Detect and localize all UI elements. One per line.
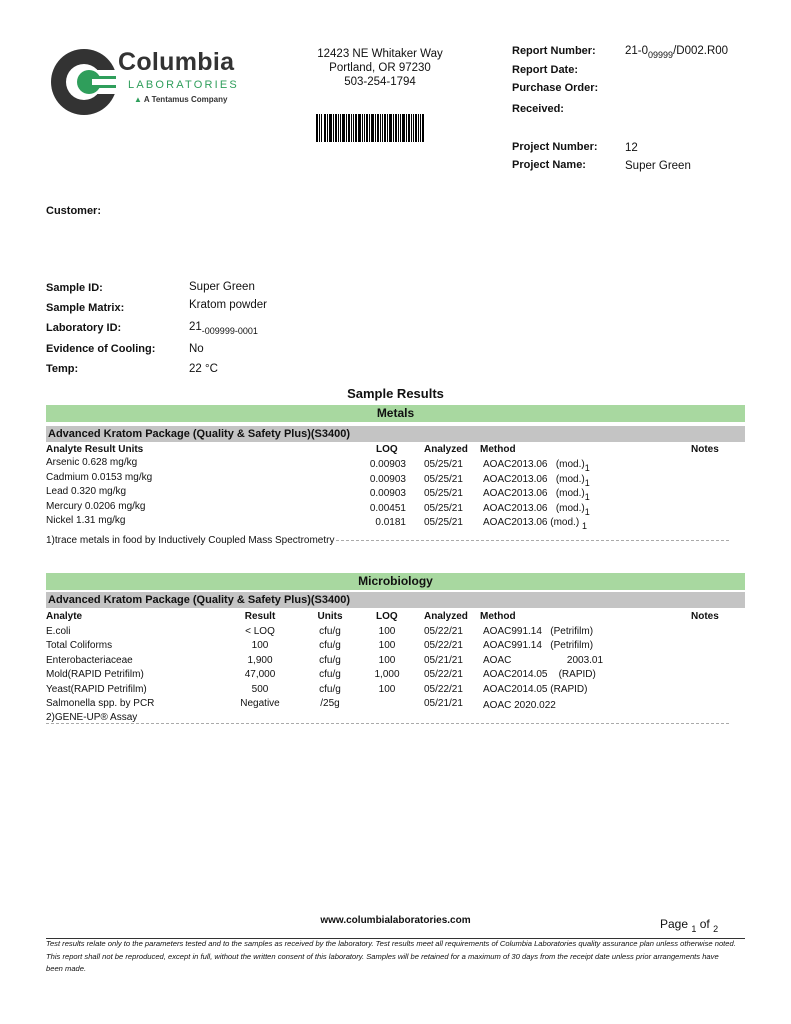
micro-analyzed: 05/21/21 — [424, 655, 463, 666]
project-number: 12 — [625, 142, 638, 154]
micro-units: /25g — [320, 698, 340, 709]
metals-col-method: Method — [480, 444, 516, 455]
sample-matrix: Kratom powder — [189, 299, 267, 311]
micro-method: AOAC 2003.01 — [483, 655, 604, 666]
report-number: $21-0_{09999}/D002.R00$ — [625, 45, 729, 60]
micro-analyzed: 05/22/21 — [424, 684, 463, 695]
micro-package-bar: Advanced Kratom Package (Quality & Safety Plus)(S3400) — [46, 592, 745, 608]
micro-units: cfu/g — [319, 669, 341, 680]
micro-units: cfu/g — [319, 626, 341, 637]
micro-result: 500 — [251, 684, 269, 695]
company-tagline: ▲ A Tentamus Company — [134, 95, 228, 104]
metals-method: AOAC2013.06 (mod.)1 — [483, 488, 590, 502]
metals-method: AOAC2013.06 (mod.) 1 — [483, 517, 587, 531]
micro-analyte: Enterobacteriaceae — [46, 655, 133, 666]
micro-analyte: Total Coliforms — [46, 640, 113, 651]
micro-method: AOAC991.14 (Petrifilm) — [483, 626, 594, 637]
micro-col-analyte: Analyte — [46, 611, 83, 622]
micro-loq: 100 — [378, 684, 396, 695]
logo-mark-icon — [48, 46, 120, 118]
metals-method: AOAC2013.06 (mod.)1 — [483, 474, 590, 488]
metals-analyzed: 05/25/21 — [424, 474, 463, 485]
metals-loq: 0.00903 — [369, 488, 406, 499]
address-line-1: 12423 NE Whitaker Way — [317, 48, 443, 60]
barcode-image — [316, 114, 424, 142]
metals-loq: 0.00451 — [369, 503, 406, 514]
project-number-label: Project Number: — [512, 141, 598, 153]
report-number-label: Report Number: — [512, 45, 596, 57]
cooling-label: Evidence of Cooling: — [46, 343, 156, 355]
metals-col-analyzed: Analyzed — [424, 444, 468, 455]
micro-result: 1,900 — [247, 655, 273, 666]
company-logo — [48, 44, 258, 120]
sample-id-label: Sample ID: — [46, 282, 103, 294]
metals-analyte: Cadmium 0.0153 mg/kg — [46, 472, 153, 483]
metals-analyzed: 05/25/21 — [424, 488, 463, 499]
micro-result: 100 — [251, 640, 269, 651]
micro-loq: 1,000 — [374, 669, 400, 680]
micro-analyte: Yeast(RAPID Petrifilm) — [46, 684, 147, 695]
micro-col-units: Units — [317, 611, 343, 622]
micro-analyzed: 05/22/21 — [424, 640, 463, 651]
metals-analyte: Lead 0.320 mg/kg — [46, 486, 127, 497]
micro-method: AOAC 2020.022 — [483, 700, 556, 711]
project-name: Super Green — [625, 160, 691, 172]
micro-method: AOAC2014.05 (RAPID) — [483, 684, 588, 695]
customer-label: Customer: — [46, 205, 102, 217]
micro-col-loq: LOQ — [376, 611, 398, 622]
micro-result: 47,000 — [244, 669, 276, 680]
received-label: Received: — [512, 103, 564, 115]
purchase-order-label: Purchase Order: — [512, 82, 599, 94]
metals-loq: 0.0181 — [375, 517, 406, 528]
micro-units: cfu/g — [319, 655, 341, 666]
cooling-value: No — [189, 343, 204, 355]
results-title: Sample Results — [347, 386, 444, 401]
metals-analyte: Arsenic 0.628 mg/kg — [46, 457, 138, 468]
metals-section-bar: Metals — [46, 405, 745, 422]
micro-col-analyzed: Analyzed — [424, 611, 468, 622]
temp-label: Temp: — [46, 363, 79, 375]
micro-units: cfu/g — [319, 640, 341, 651]
sample-id: Super Green — [189, 281, 255, 293]
sample-matrix-label: Sample Matrix: — [46, 302, 125, 314]
micro-result: < LOQ — [245, 626, 275, 637]
address-line-2: Portland, OR 97230 — [329, 62, 431, 74]
phone-number: 503-254-1794 — [344, 76, 416, 88]
micro-loq: 100 — [378, 640, 396, 651]
page-indicator: Page $_1$ of $_2$ — [660, 917, 719, 934]
lab-id: $21_{-009999-0001}$ — [189, 321, 258, 336]
tentamus-icon: ▲ — [134, 95, 142, 104]
micro-analyzed: 05/21/21 — [424, 698, 463, 709]
website-link[interactable]: www.columbialaboratories.com — [320, 915, 471, 926]
micro-col-method: Method — [480, 611, 516, 622]
temp-value: 22 °C — [189, 363, 218, 375]
micro-col-result: Result — [244, 611, 276, 622]
metals-analyzed: 05/25/21 — [424, 459, 463, 470]
micro-method: AOAC2014.05 (RAPID) — [483, 669, 596, 680]
micro-col-notes: Notes — [691, 611, 719, 622]
micro-analyte: Salmonella spp. by PCR — [46, 698, 155, 709]
metals-analyzed: 05/25/21 — [424, 503, 463, 514]
report-date-label: Report Date: — [512, 64, 579, 76]
metals-analyte: Nickel 1.31 mg/kg — [46, 515, 126, 526]
lab-id-label: Laboratory ID: — [46, 322, 122, 334]
micro-result: Negative — [240, 698, 280, 709]
micro-footnote-divider — [46, 723, 729, 724]
micro-analyte: Mold(RAPID Petrifilm) — [46, 669, 144, 680]
metals-package-bar: Advanced Kratom Package (Quality & Safety Plus)(S3400) — [46, 426, 745, 442]
metals-loq: 0.00903 — [369, 459, 406, 470]
micro-units: cfu/g — [319, 684, 341, 695]
micro-analyte: E.coli — [46, 626, 71, 637]
metals-footnote: 1)trace metals in food by Inductively Coupled Mass Spectrometry — [46, 535, 335, 546]
metals-col-notes: Notes — [691, 444, 719, 455]
project-name-label: Project Name: — [512, 159, 586, 171]
company-subtitle: LABORATORIES — [128, 79, 239, 91]
metals-analyzed: 05/25/21 — [424, 517, 463, 528]
metals-loq: 0.00903 — [369, 474, 406, 485]
company-name: Columbia — [118, 48, 235, 76]
micro-analyzed: 05/22/21 — [424, 626, 463, 637]
micro-method: AOAC991.14 (Petrifilm) — [483, 640, 594, 651]
disclaimer: Test results relate only to the parameters tested and to the samples as received by the laboratory. Test results meet all requirements of Columbia Laboratories quality assurance plan unless otherwise noted. This report shall not be reproduced, except in full, without the written consent of this laboratory. Samples will be retained for a maximum of 30 days from the receipt date unless prior arrangements have been made. — [46, 939, 736, 973]
metals-method: AOAC2013.06 (mod.)1 — [483, 503, 590, 517]
lab-address — [300, 47, 460, 89]
micro-loq: 100 — [378, 626, 396, 637]
micro-analyzed: 05/22/21 — [424, 669, 463, 680]
metals-analyte: Mercury 0.0206 mg/kg — [46, 501, 146, 512]
micro-section-bar: Microbiology — [46, 573, 745, 590]
micro-footnote: 2)GENE-UP® Assay — [46, 712, 138, 723]
micro-loq: 100 — [378, 655, 396, 666]
metals-method: AOAC2013.06 (mod.)1 — [483, 459, 590, 473]
metals-col-loq: LOQ — [376, 444, 398, 455]
metals-col-analyte: Analyte Result Units — [46, 444, 144, 455]
